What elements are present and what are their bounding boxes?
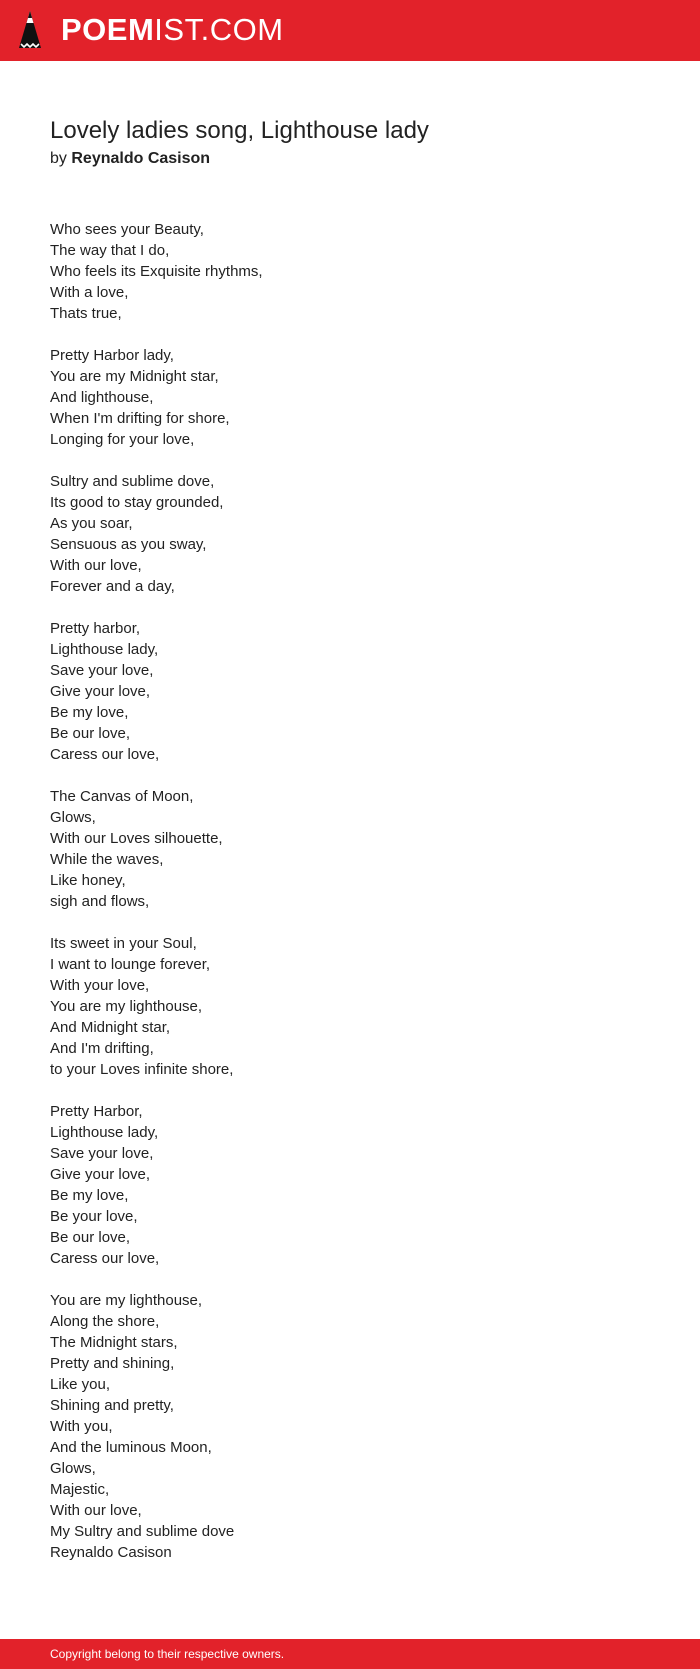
poem-line: The way that I do,	[50, 242, 170, 259]
stanza	[50, 1101, 650, 1269]
poem-line: With our love,	[50, 1502, 142, 1519]
poem-line: Glows,	[50, 809, 96, 826]
poem-line: You are my Midnight star,	[50, 368, 219, 385]
poem-line: Lighthouse lady,	[50, 641, 159, 658]
stanza	[50, 219, 650, 324]
poem-line: The Midnight stars,	[50, 1334, 178, 1351]
poem-line: Pretty harbor,	[50, 620, 141, 637]
poem-line: While the waves,	[50, 851, 164, 868]
poem-line: And Midnight star,	[50, 1019, 171, 1036]
poem-line: Reynaldo Casison	[50, 1544, 172, 1561]
stanza	[50, 933, 650, 1080]
poem-line: My Sultry and sublime dove	[50, 1523, 235, 1540]
poem-line: The Canvas of Moon,	[50, 788, 194, 805]
poem-line: Along the shore,	[50, 1313, 160, 1330]
poem-line: Like honey,	[50, 872, 126, 889]
poem-line: Lighthouse lady,	[50, 1124, 159, 1141]
poem-line: I want to lounge forever,	[50, 956, 211, 973]
poem-line: Caress our love,	[50, 1250, 160, 1267]
poem-line: Be my love,	[50, 1187, 129, 1204]
poem-line: Caress our love,	[50, 746, 160, 763]
poem-line: Its good to stay grounded,	[50, 494, 224, 511]
poem-line: With our love,	[50, 557, 142, 574]
poem-line: Who sees your Beauty,	[50, 221, 204, 238]
poem-line: And lighthouse,	[50, 389, 154, 406]
stanza	[50, 618, 650, 765]
poem-line: Forever and a day,	[50, 578, 175, 595]
poem-line: Majestic,	[50, 1481, 110, 1498]
stanza	[50, 1290, 650, 1563]
stanza	[50, 345, 650, 450]
logo-text-bold: POEM	[61, 12, 155, 47]
poem-line: Thats true,	[50, 305, 122, 322]
copyright-text: Copyright belong to their respective owners.	[50, 1647, 285, 1661]
poem-line: And I'm drifting,	[50, 1040, 154, 1057]
poem-line: You are my lighthouse,	[50, 1292, 203, 1309]
site-logo[interactable]	[61, 11, 284, 49]
poem-line: Give your love,	[50, 1166, 151, 1183]
poem-line: Save your love,	[50, 1145, 154, 1162]
stanza	[50, 471, 650, 597]
poem-line: With our Loves silhouette,	[50, 830, 223, 847]
site-footer	[0, 1639, 700, 1669]
poem-line: Pretty Harbor,	[50, 1103, 143, 1120]
poem-line: Who feels its Exquisite rhythms,	[50, 263, 263, 280]
poem-line: Pretty Harbor lady,	[50, 347, 174, 364]
author-name: Reynaldo Casison	[71, 150, 211, 167]
poem-line: Give your love,	[50, 683, 151, 700]
poem-line: As you soar,	[50, 515, 133, 532]
poem-line: Like you,	[50, 1376, 111, 1393]
poem-line: Be our love,	[50, 1229, 131, 1246]
logo-text-light: IST.COM	[154, 12, 284, 47]
poem-line: When I'm drifting for shore,	[50, 410, 230, 427]
stanza	[50, 786, 650, 912]
poem-line: Sensuous as you sway,	[50, 536, 207, 553]
poem-line: And the luminous Moon,	[50, 1439, 212, 1456]
poem-title: Lovely ladies song, Lighthouse lady	[50, 117, 429, 144]
poem-line: Be our love,	[50, 725, 131, 742]
poem-line: Longing for your love,	[50, 431, 195, 448]
poem-line: Shining and pretty,	[50, 1397, 174, 1414]
poem-line: sigh and flows,	[50, 893, 150, 910]
poem-line: to your Loves infinite shore,	[50, 1061, 234, 1078]
poem-line: Sultry and sublime dove,	[50, 473, 215, 490]
poem-line: Pretty and shining,	[50, 1355, 175, 1372]
byline	[50, 148, 210, 170]
poem-line: Its sweet in your Soul,	[50, 935, 197, 952]
poem-body	[50, 219, 650, 1584]
poem-line: With you,	[50, 1418, 113, 1435]
by-label: by	[50, 150, 67, 167]
poem-line: Be my love,	[50, 704, 129, 721]
poem-line: Save your love,	[50, 662, 154, 679]
pen-nib-icon[interactable]	[17, 9, 43, 51]
site-header	[0, 0, 700, 61]
poem-line: With a love,	[50, 284, 129, 301]
poem-line: You are my lighthouse,	[50, 998, 203, 1015]
poem-line: Glows,	[50, 1460, 96, 1477]
poem-line: Be your love,	[50, 1208, 138, 1225]
poem-line: With your love,	[50, 977, 150, 994]
